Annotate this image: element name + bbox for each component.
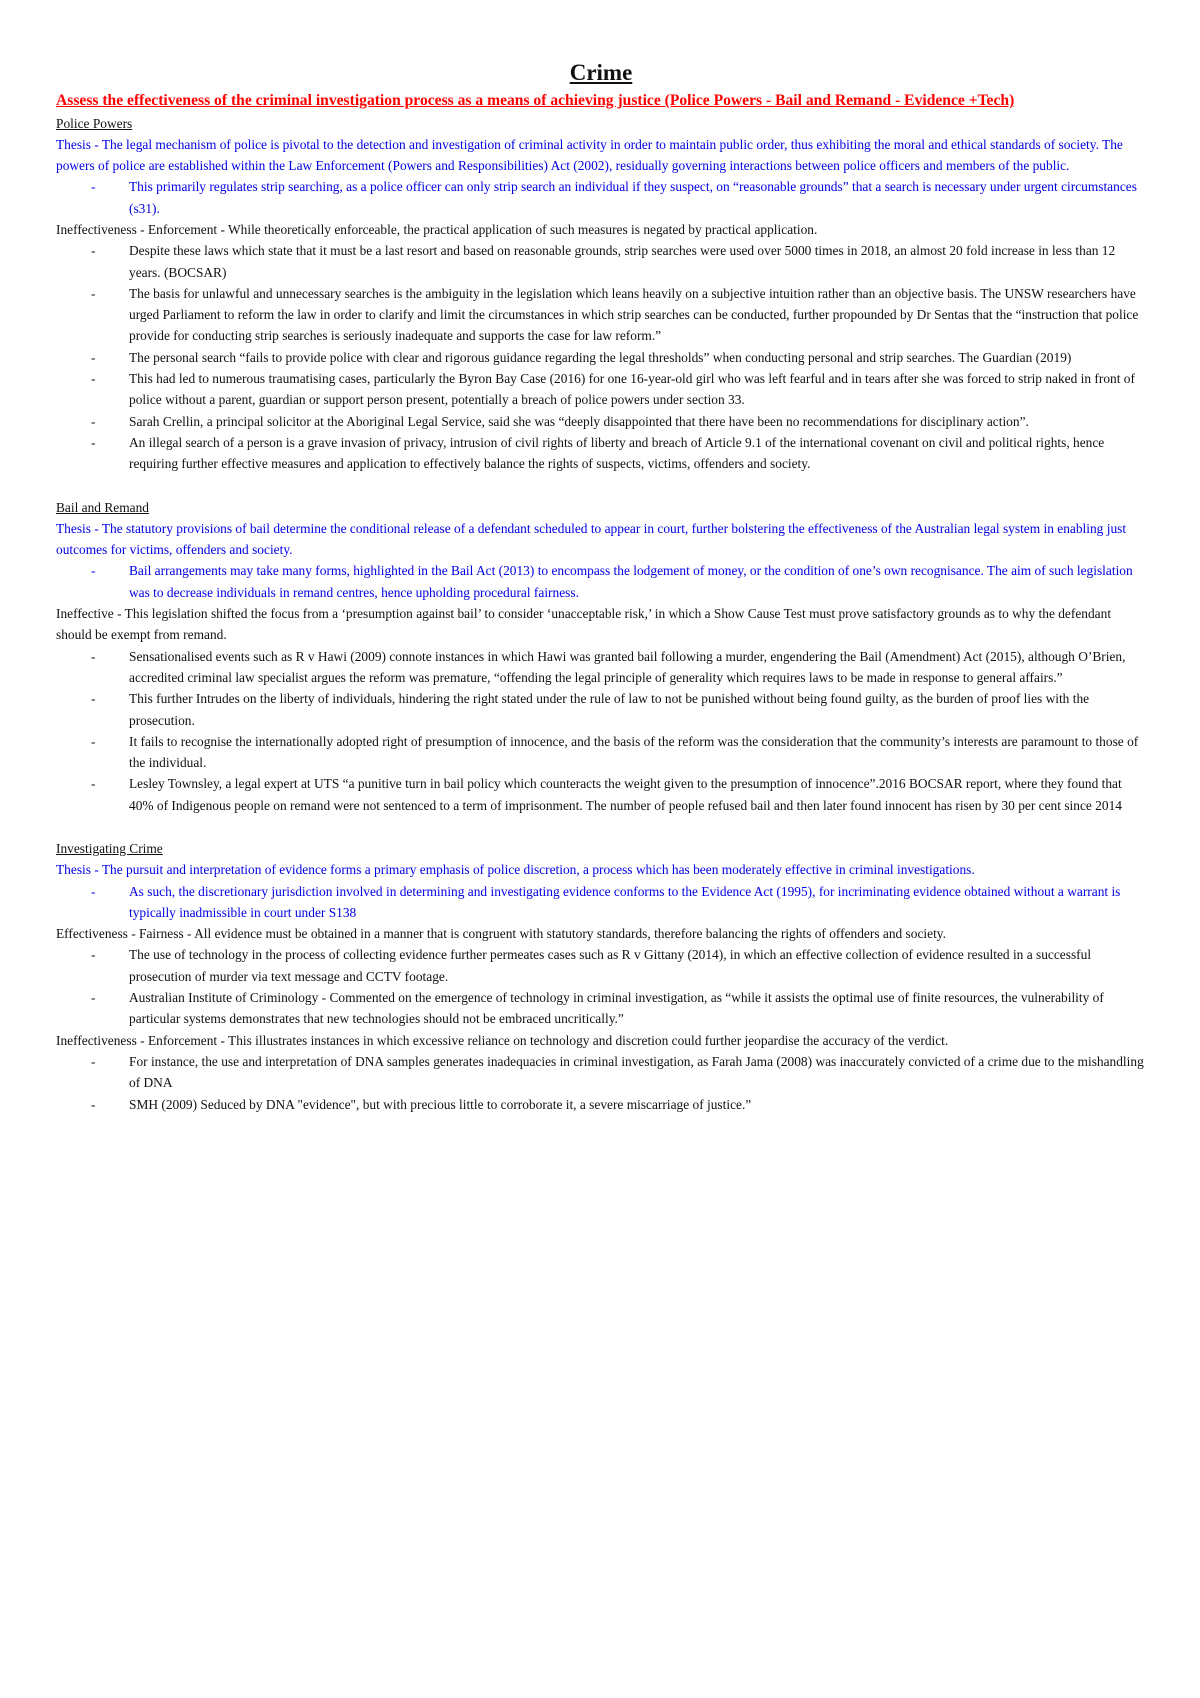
list-item-text: An illegal search of a person is a grave invasion of privacy, intrusion of civil rights of liberty and breach of Article 9.1 of the international covenant on civil and political rights, hence requiring further effective measures and application to effectively balance the rights of suspects, victims, offenders and society.	[129, 434, 1105, 472]
list-item-text: Australian Institute of Criminology - Commented on the emergence of technology in criminal investigation, as “while it assists the optimal use of finite resources, the vulnerability of particular systems demonstrates that new technologies should not be embraced uncritically.”	[129, 990, 1104, 1027]
list-item-text: Sensationalised events such as R v Hawi (2009) connote instances in which Hawi was granted bail following a murder, engendering the Bail (Amendment) Act (2015), although O’Brien, accredited criminal law specialist argues the reform was premature, “offending the legal principle of generality which requires laws to be made in response to general affairs.”	[129, 648, 1126, 685]
list-item	[56, 881, 1146, 924]
thesis-bullet-list	[56, 881, 1146, 924]
list-item-text: The personal search “fails to provide police with clear and rigorous guidance regarding the legal thresholds” when conducting personal and strip searches. The Guardian (2019)	[129, 349, 1072, 365]
bullet-dash: -	[91, 563, 96, 579]
list-item-text: Despite these laws which state that it must be a last resort and based on reasonable grounds, strip searches were used over 5000 times in 2018, an almost 20 fold increase in less than 12 years. (BOCSAR)	[129, 243, 1116, 280]
list-item-text: This had led to numerous traumatising cases, particularly the Byron Bay Case (2016) for one 16-year-old girl who was left fearful and in tears after she was forced to strip naked in front of police without a parent, guardian or support person present, potentially a breach of police powers under section 33.	[129, 371, 1135, 408]
list-item	[56, 240, 1146, 283]
list-item-text: SMH (2009) Seduced by DNA "evidence", but with precious little to corroborate it, a severe miscarriage of justice.”	[129, 1096, 752, 1112]
bullet-dash: -	[91, 413, 96, 429]
bullet-dash: -	[91, 947, 96, 963]
list-item	[56, 283, 1146, 347]
bullet-dash: -	[91, 883, 96, 899]
point-bullet-list	[56, 944, 1146, 1029]
list-item	[56, 560, 1146, 603]
bullet-dash: -	[91, 648, 96, 664]
list-item-text: It fails to recognise the internationally adopted right of presumption of innocence, and the basis of the reform was the consideration that the community’s interests are paramount to those of the individual.	[129, 733, 1139, 771]
bullet-dash: -	[91, 179, 96, 195]
list-item	[56, 411, 1146, 432]
essay-question: Assess the effectiveness of the criminal investigation process as a means of achieving justice (Police Powers - Bail and Remand - Evidence +Tech)	[56, 92, 1015, 109]
section-spacer	[56, 475, 1146, 497]
list-item	[56, 1051, 1146, 1094]
list-item	[56, 646, 1146, 689]
thesis-bullet-list	[56, 176, 1146, 219]
bullet-dash: -	[91, 243, 96, 259]
bullet-dash: -	[91, 691, 96, 707]
list-item-text: Lesley Townsley, a legal expert at UTS “a punitive turn in bail policy which counteracts the weight given to the presumption of innocence”.2016 BOCSAR report, where they found that 40% of Indigenous people on remand were not sentenced to a term of imprisonment. The number of people refused bail and then later found innocent has risen by 30 per cent since 2014	[129, 776, 1122, 813]
bullet-dash: -	[91, 1096, 96, 1112]
document-page	[56, 56, 1146, 1115]
thesis-paragraph: Thesis - The legal mechanism of police is pivotal to the detection and investigation of criminal activity in order to maintain public order, thus exhibiting the moral and ethical standards of society. The powers of police are established within the Law Enforcement (Powers and Responsibilities) Act (2002), residually governing interactions between police officers and members of the public.	[56, 136, 1123, 174]
point-paragraph: Effectiveness - Fairness - All evidence must be obtained in a manner that is congruent with statutory standards, therefore balancing the rights of offenders and society.	[56, 926, 946, 942]
list-item-text: The basis for unlawful and unnecessary searches is the ambiguity in the legislation which leans heavily on a subjective intuition rather than an objective basis. The UNSW researchers have urged Parliament to reform the law in order to clarify and limit the circumstances in which strip searches can be conducted, further propounded by Dr Sentas that the “instruction that police provide for conducting strip searches is seriously inadequate and supports the case for law reform.”	[129, 285, 1139, 344]
list-item-text: Sarah Crellin, a principal solicitor at the Aboriginal Legal Service, said she was “deeply disappointed that there have been no recommendations for disciplinary action”.	[129, 413, 1029, 429]
list-item	[56, 1094, 1146, 1115]
section-bail-and-remand	[56, 497, 1146, 816]
section-heading: Investigating Crime	[56, 841, 163, 856]
list-item-text: Bail arrangements may take many forms, highlighted in the Bail Act (2013) to encompass the lodgement of money, or the condition of one’s own recognisance. The aim of such legislation was to decrease individuals in remand centres, hence upholding procedural fairness.	[129, 563, 1133, 600]
bullet-dash: -	[91, 434, 96, 450]
section-heading: Police Powers	[56, 115, 133, 131]
point-bullet-list	[56, 240, 1146, 474]
list-item	[56, 368, 1146, 411]
section-police-powers	[56, 113, 1146, 475]
point-bullet-list	[56, 1051, 1146, 1115]
bullet-dash: -	[91, 285, 96, 301]
section-heading: Bail and Remand	[56, 499, 149, 515]
list-item	[56, 987, 1146, 1030]
thesis-bullet-list	[56, 560, 1146, 603]
bullet-dash: -	[91, 349, 96, 365]
bullet-dash: -	[91, 371, 96, 387]
point-paragraph: Ineffective - This legislation shifted the focus from a ‘presumption against bail’ to consider ‘unacceptable risk,’ in which a Show Cause Test must prove satisfactory grounds as to why the defendant should be exempt from remand.	[56, 606, 1112, 643]
bullet-dash: -	[91, 1053, 96, 1069]
section-investigating-crime	[56, 838, 1146, 1115]
point-paragraph: Ineffectiveness - Enforcement - While theoretically enforceable, the practical application of such measures is negated by practical application.	[56, 221, 818, 237]
list-item-text: For instance, the use and interpretation of DNA samples generates inadequacies in criminal investigation, as Farah Jama (2008) was inaccurately convicted of a crime due to the mishandling of DNA	[129, 1053, 1144, 1091]
bullet-dash: -	[91, 990, 96, 1006]
list-item	[56, 773, 1146, 816]
list-item-text: This further Intrudes on the liberty of individuals, hindering the right stated under the rule of law to not be punished without being found guilty, as the burden of proof lies with the prosecution.	[129, 691, 1090, 728]
list-item-text: The use of technology in the process of collecting evidence further permeates cases such as R v Gittany (2014), in which an effective collection of evidence resulted in a successful prosecution of murder via text message and CCTV footage.	[129, 947, 1092, 984]
list-item-text: This primarily regulates strip searching, as a police officer can only strip search an individual if they suspect, on “reasonable grounds” that a search is necessary under urgent circumstances (s31).	[129, 179, 1137, 216]
document-title: Crime	[569, 60, 633, 85]
list-item	[56, 731, 1146, 774]
thesis-paragraph: Thesis - The pursuit and interpretation of evidence forms a primary emphasis of police discretion, a process which has been moderately effective in criminal investigations.	[56, 862, 975, 878]
list-item	[56, 432, 1146, 475]
bullet-dash: -	[91, 733, 96, 749]
list-item	[56, 176, 1146, 219]
list-item-text: As such, the discretionary jurisdiction involved in determining and investigating evidence conforms to the Evidence Act (1995), for incriminating evidence obtained without a warrant is typically inadmissible in court under S138	[129, 883, 1121, 920]
list-item	[56, 944, 1146, 987]
bullet-dash: -	[91, 776, 96, 792]
list-item	[56, 347, 1146, 368]
section-spacer	[56, 816, 1146, 838]
thesis-paragraph: Thesis - The statutory provisions of bail determine the conditional release of a defendant scheduled to appear in court, further bolstering the effectiveness of the Australian legal system in enabling just outcomes for victims, offenders and society.	[56, 520, 1127, 558]
point-bullet-list	[56, 646, 1146, 816]
list-item	[56, 688, 1146, 731]
point-paragraph: Ineffectiveness - Enforcement - This illustrates instances in which excessive reliance on technology and discretion could further jeopardise the accuracy of the verdict.	[56, 1032, 949, 1048]
